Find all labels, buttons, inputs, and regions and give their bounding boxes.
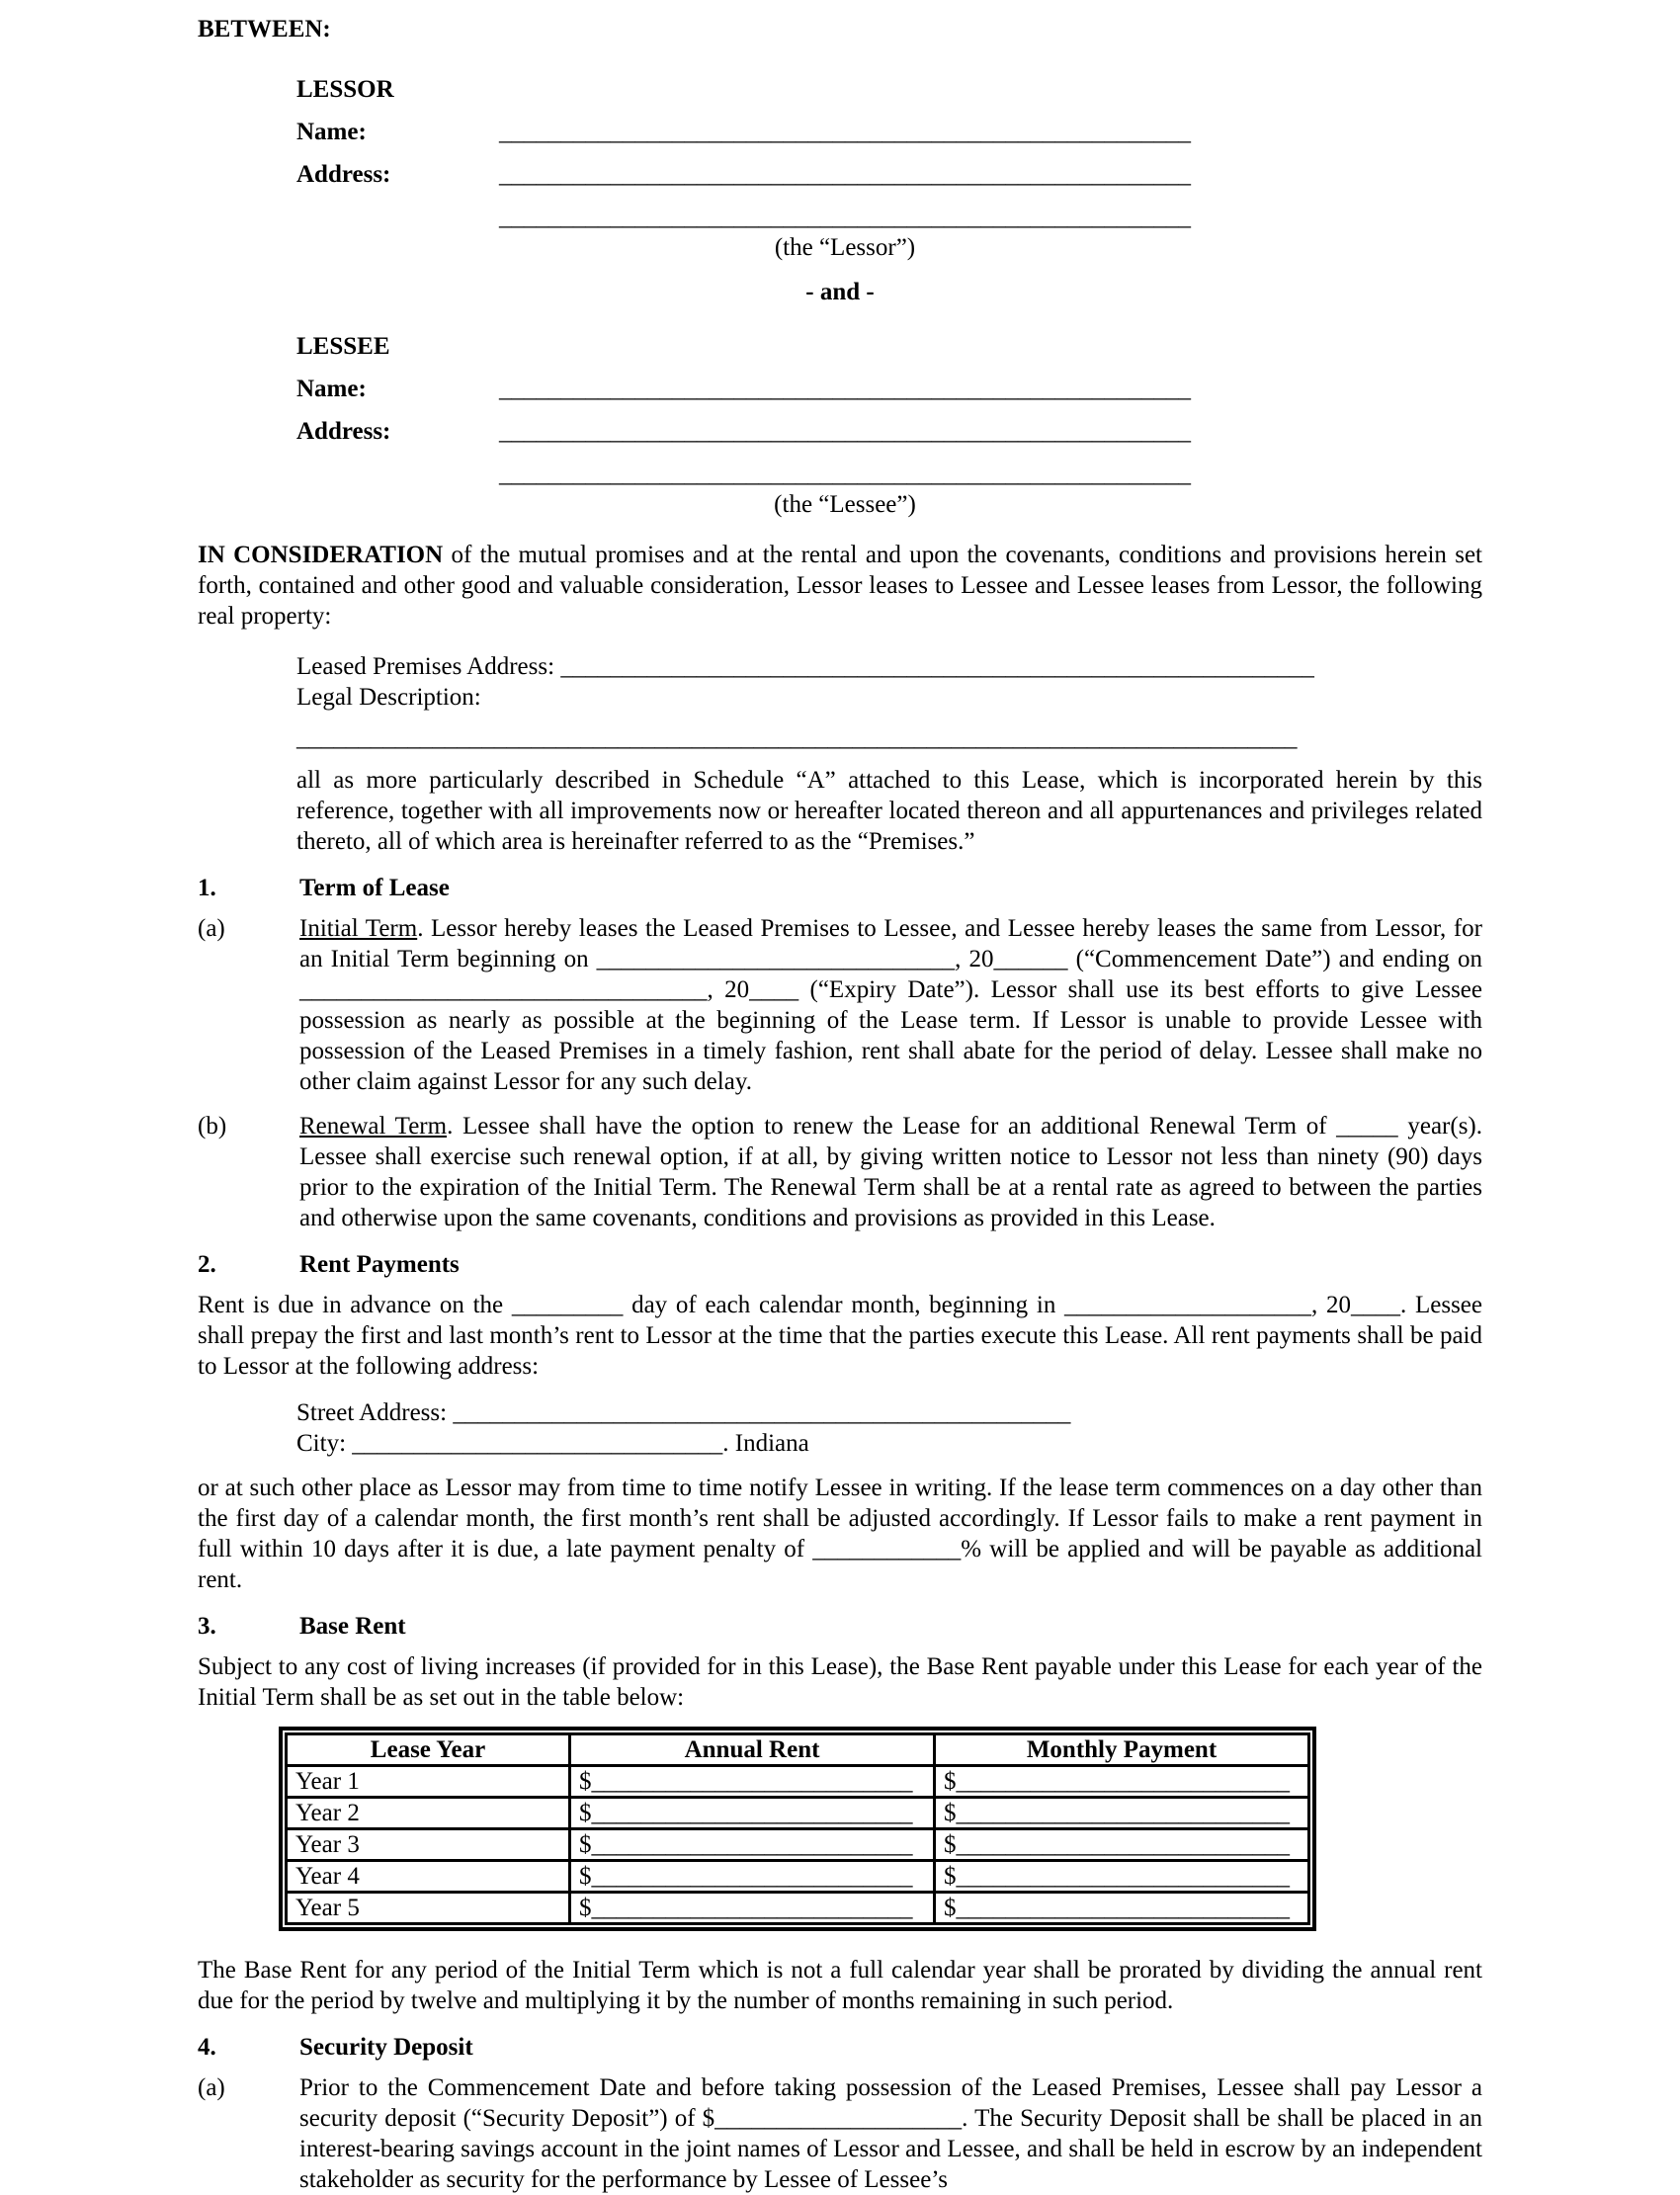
city-state-suffix: . Indiana bbox=[722, 1430, 809, 1457]
city-blank-line: ______________________________ bbox=[352, 1430, 723, 1457]
lessor-name-label: Name: bbox=[296, 119, 367, 145]
year-2-cell: Year 2 bbox=[287, 1798, 570, 1829]
clause-4a-text: Prior to the Commencement Date and before taking possession of the Leased Premises, Lessee shall pay Lessor a security deposit (“Security Deposit”) of $____________________. The Security Deposit shall be shall be placed in an interest-bearing savings account in the joint names of Lessor and Lessee, and shall be held in escrow by an independent stakeholder as security for the performance by Lessee of Lessee’s bbox=[299, 2074, 1482, 2193]
legal-description-blank-line: _________________________________________________________________________________ bbox=[296, 724, 1298, 751]
clause-a-text bbox=[299, 913, 1482, 1097]
consideration-paragraph bbox=[198, 540, 1482, 632]
section-1-number: 1. bbox=[198, 875, 216, 901]
lessee-designation: (the “Lessee”) bbox=[774, 491, 916, 518]
year-3-cell: Year 3 bbox=[287, 1829, 570, 1861]
rent-intro-paragraph: Rent is due in advance on the _________ day of each calendar month, beginning in ____________________, 20____. Lessee shall prepay the first and last month’s rent to Lessor at the time that the parties execute this Lease. All rent payments shall be paid to Lessor at the following address: bbox=[198, 1292, 1482, 1380]
section-2-heading bbox=[198, 1249, 1482, 1280]
street-address-row bbox=[296, 1397, 1482, 1428]
renewal-term-body: . Lessee shall have the option to renew the Lease for an additional Renewal Term of _____ year(s). Lessee shall exercise such renewal option, if at all, by giving written notice to Lessor not less than ninety (90) days prior to the expiration of the Initial Term. The Renewal Term shall be at a rental rate as agreed to between the parties and otherwise upon the same covenants, conditions and provisions as provided in this Lease. bbox=[299, 1113, 1482, 1231]
section-4-title: Security Deposit bbox=[299, 2034, 473, 2061]
consideration-lead: IN CONSIDERATION bbox=[198, 542, 444, 568]
clause-initial-term bbox=[198, 913, 1482, 1097]
year-3-monthly-blank: $___________________________ bbox=[935, 1829, 1309, 1861]
year-1-monthly-blank: $___________________________ bbox=[935, 1766, 1309, 1798]
year-4-monthly-blank: $___________________________ bbox=[935, 1861, 1309, 1893]
year-1-annual-blank: $__________________________ bbox=[570, 1766, 935, 1798]
and-separator: - and - bbox=[805, 279, 875, 305]
section-1-heading bbox=[198, 873, 1482, 903]
section-2-title: Rent Payments bbox=[299, 1251, 460, 1278]
clause-4a-label: (a) bbox=[198, 2074, 225, 2101]
section-3-title: Base Rent bbox=[299, 1613, 406, 1640]
section-2-number: 2. bbox=[198, 1251, 216, 1278]
lessee-address-label: Address: bbox=[296, 418, 391, 445]
base-rent-outro-paragraph: The Base Rent for any period of the Initial Term which is not a full calendar year shall be prorated by dividing the annual rent due for the period by twelve and multiplying it by the number of months remaining in such period. bbox=[198, 1957, 1482, 2014]
column-header-lease-year: Lease Year bbox=[287, 1734, 570, 1766]
year-4-cell: Year 4 bbox=[287, 1861, 570, 1893]
column-header-monthly-payment: Monthly Payment bbox=[935, 1734, 1309, 1766]
table-header-row bbox=[287, 1734, 1309, 1766]
column-header-annual-rent: Annual Rent bbox=[570, 1734, 935, 1766]
between-label: BETWEEN: bbox=[198, 16, 331, 42]
section-3-heading bbox=[198, 1611, 1482, 1642]
lessor-heading: LESSOR bbox=[296, 76, 394, 103]
legal-description-label: Legal Description: bbox=[296, 684, 481, 711]
year-3-annual-blank: $__________________________ bbox=[570, 1829, 935, 1861]
lessee-name-row bbox=[296, 374, 1482, 404]
leased-premises-address-row bbox=[296, 651, 1482, 682]
section-4-number: 4. bbox=[198, 2034, 216, 2061]
rent-outro-paragraph: or at such other place as Lessor may from time to time notify Lessee in writing. If the lease term commences on a day other than the first day of a calendar month, the first month’s rent shall be adjusted accordingly. If Lessor fails to make a rent payment in full within 10 days after it is due, a late payment penalty of ____________% will be applied and will be payable as additional rent. bbox=[198, 1475, 1482, 1593]
lessee-name-blank-line: ________________________________________________________ bbox=[499, 376, 1191, 402]
section-3-number: 3. bbox=[198, 1613, 216, 1640]
base-rent-table bbox=[279, 1727, 1316, 1931]
lessee-address-blank-line-2: ________________________________________________________ bbox=[499, 461, 1191, 487]
lessee-address-blank-line-1: ________________________________________________________ bbox=[499, 418, 1191, 445]
year-5-monthly-blank: $___________________________ bbox=[935, 1893, 1309, 1924]
lessor-name-blank-line: ________________________________________________________ bbox=[499, 119, 1191, 145]
lessee-name-label: Name: bbox=[296, 376, 367, 402]
city-row bbox=[296, 1428, 1482, 1459]
leased-premises-address-label: Leased Premises Address: bbox=[296, 653, 561, 680]
lessor-address-label: Address: bbox=[296, 161, 391, 188]
clause-b-text bbox=[299, 1111, 1482, 1233]
table-row-year-5 bbox=[287, 1893, 1309, 1924]
year-4-annual-blank: $__________________________ bbox=[570, 1861, 935, 1893]
table-row-year-4 bbox=[287, 1861, 1309, 1893]
schedule-a-paragraph: all as more particularly described in Schedule “A” attached to this Lease, which is incorporated herein by this reference, together with all improvements now or hereafter located thereon and all appurtenances and privileges related thereto, all of which area is hereinafter referred to as the “Premises.” bbox=[296, 767, 1482, 855]
lessor-address-blank-line-2: ________________________________________________________ bbox=[499, 204, 1191, 230]
year-2-annual-blank: $__________________________ bbox=[570, 1798, 935, 1829]
table-row-year-3 bbox=[287, 1829, 1309, 1861]
clause-security-deposit-a bbox=[198, 2072, 1482, 2195]
lessee-heading: LESSEE bbox=[296, 333, 390, 360]
lessor-designation: (the “Lessor”) bbox=[774, 234, 916, 261]
lessor-address-blank-line-1: ________________________________________________________ bbox=[499, 161, 1191, 188]
year-2-monthly-blank: $___________________________ bbox=[935, 1798, 1309, 1829]
year-5-annual-blank: $__________________________ bbox=[570, 1893, 935, 1924]
clause-a-label: (a) bbox=[198, 915, 225, 942]
lessee-address-row bbox=[296, 416, 1482, 447]
lessor-address-row bbox=[296, 159, 1482, 190]
street-address-label: Street Address: bbox=[296, 1399, 454, 1426]
initial-term-body: . Lessor hereby leases the Leased Premises to Lessee, and Lessee hereby leases the same from Lessor, for an Initial Term beginning on _____________________________, 20______ (“Commencement Date”) and ending on _________________________________, 20____ (“Expiry Date”). Lessor shall use its best efforts to give Lessee possession as nearly as possible at the beginning of the Lease term. If Lessor is unable to provide Lessee with possession of the Leased Premises in a timely fashion, rent shall abate for the period of delay. Lessee shall make no other claim against Lessor for any such delay. bbox=[299, 915, 1482, 1095]
base-rent-intro-paragraph: Subject to any cost of living increases (if provided for in this Lease), the Base Rent payable under this Lease for each year of the Initial Term shall be as set out in the table below: bbox=[198, 1653, 1482, 1711]
clause-renewal-term bbox=[198, 1111, 1482, 1233]
renewal-term-lead: Renewal Term bbox=[299, 1113, 448, 1140]
table-row-year-2 bbox=[287, 1798, 1309, 1829]
consideration-text: of the mutual promises and at the rental and upon the covenants, conditions and provisions herein set forth, contained and other good and valuable consideration, Lessor leases to Lessee and Lessee leases from Lessor, the following real property: bbox=[198, 542, 1482, 630]
initial-term-lead: Initial Term bbox=[299, 915, 418, 942]
city-label: City: bbox=[296, 1430, 353, 1457]
year-5-cell: Year 5 bbox=[287, 1893, 570, 1924]
lessor-name-row bbox=[296, 117, 1482, 147]
section-4-heading bbox=[198, 2032, 1482, 2063]
base-rent-table-grid bbox=[285, 1732, 1310, 1925]
table-row-year-1 bbox=[287, 1766, 1309, 1798]
clause-b-label: (b) bbox=[198, 1113, 227, 1140]
year-1-cell: Year 1 bbox=[287, 1766, 570, 1798]
leased-premises-address-blank-line: _____________________________________________________________ bbox=[560, 653, 1314, 680]
street-address-blank-line: __________________________________________________ bbox=[453, 1399, 1071, 1426]
section-1-title: Term of Lease bbox=[299, 875, 450, 901]
